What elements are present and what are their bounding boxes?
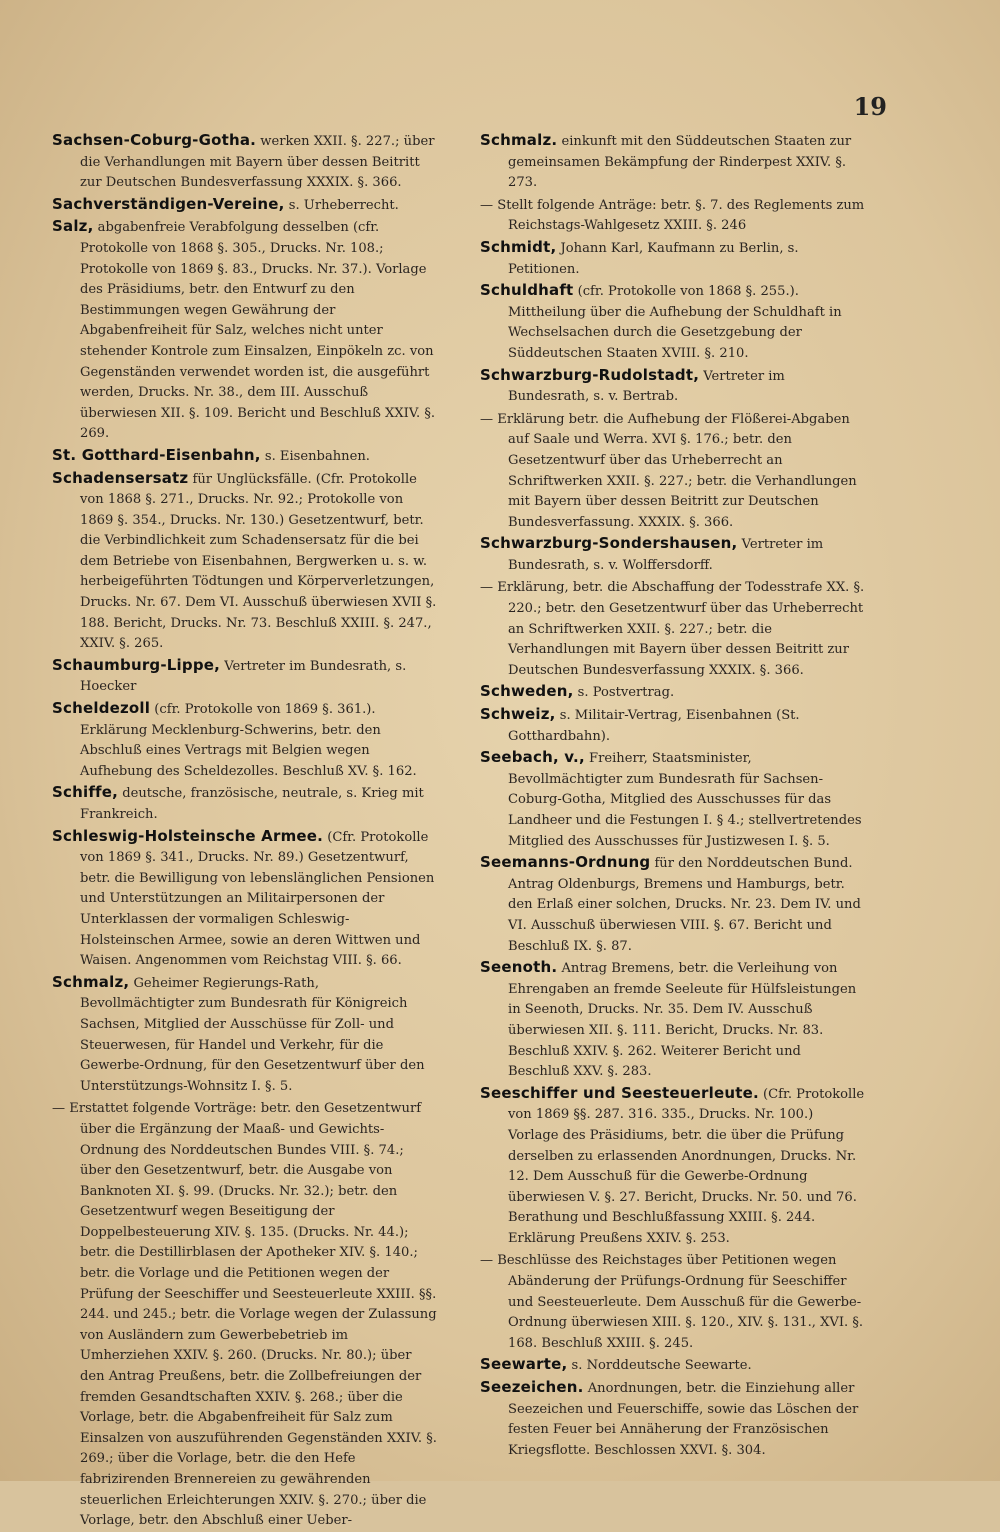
index-entry [52, 194, 437, 217]
entry-text: deutsche, französische, neutrale, s. Krieg mit Frankreich. [80, 786, 424, 822]
index-subentry [480, 408, 865, 534]
index-entry [480, 852, 865, 957]
index-subentry [480, 194, 865, 237]
entry-head: Seewarte, [480, 1355, 568, 1374]
entry-text: werken XXII. §. 227.; über die Verhandlungen mit Bayern über dessen Beitritt zur Deutschen Bundesverfassung XXXIX. §. 366. [80, 134, 435, 191]
index-entry [52, 216, 437, 445]
page-number: 19 [853, 92, 887, 121]
entry-head: Scheldezoll [52, 699, 151, 718]
entry-text: für Unglücksfälle. (Cfr. Protokolle von 1868 §. 271., Drucks. Nr. 92.; Protokolle von 1869 §. 354., Drucks. Nr. 130.) Gesetzentwurf, betr. die Verbindlichkeit zum Schadensersatz für die bei dem Betriebe von Eisenbahnen, Bergwerken u. s. w. herbeigeführten Tödtungen und Körperverletzungen, Drucks. Nr. 67. Dem VI. Ausschuß überwiesen XVII §. 188. Bericht, Drucks. Nr. 73. Beschluß XXIII. §. 247., XXIV. §. 265. [80, 471, 437, 652]
index-entry [52, 826, 437, 972]
entry-text: Anordnungen, betr. die Einziehung aller Seezeichen und Feuerschiffe, sowie das Löschen der festen Feuer bei Annäherung der Französischen Kriegsflotte. Beschlossen XXVI. §. 304. [508, 1381, 859, 1458]
entry-text: — Stellt folgende Anträge: betr. §. 7. des Reglements zum Reichstags-Wahlgesetz XXIII. §. 246 [480, 197, 865, 234]
entry-text: — Erklärung betr. die Aufhebung der Flößerei-Abgaben auf Saale und Werra. XVI §. 176.; betr. den Gesetzentwurf über das Urheberrecht an Schriftwerken XXII. §. 227.; betr. die Verhandlungen mit Bayern über dessen Beitritt zur Deutschen Bundesverfassung. XXXIX. §. 366. [480, 411, 857, 530]
index-entry [480, 1377, 865, 1461]
index-entry [52, 698, 437, 782]
index-entry [52, 130, 437, 194]
index-entry [480, 1083, 865, 1250]
index-entry [480, 681, 865, 704]
entry-text: abgabenfreie Verabfolgung desselben (cfr. Protokolle von 1868 §. 305., Drucks. Nr. 108.; Protokolle von 1869 §. 83., Drucks. Nr. 37.). Vorlage des Präsidiums, betr. den Entwurf zu den Bestimmungen wegen Gewährung der Abgabenfreiheit für Salz, welches nicht unter stehender Kontrole zum Einsalzen, Einpökeln zc. von Gegenständen verwendet worden ist, die ausgeführt werden, Drucks. Nr. 38., dem III. Ausschuß überwiesen XII. §. 109. Bericht und Beschluß XXIV. §. 269. [80, 220, 436, 442]
entry-head: Schwarzburg-Sondershausen, [480, 534, 738, 553]
index-subentry [480, 1249, 865, 1354]
left-column [52, 130, 437, 1532]
index-entry [480, 130, 865, 194]
index-entry [480, 365, 865, 408]
entry-text: Freiherr, Staatsminister, Bevollmächtigter zum Bundesrath für Sachsen-Coburg-Gotha, Mitglied des Ausschusses für das Landheer und die Festungen I. § 4.; stellvertretendes Mitglied des Ausschusses für Justizwesen I. §. 5. [508, 751, 862, 849]
entry-head: Seenoth. [480, 958, 558, 977]
entry-text: (cfr. Protokolle von 1868 §. 255.). Mittheilung über die Aufhebung der Schuldhaft in Wechselsachen durch die Gesetzgebung der Süddeutschen Staaten XVIII. §. 210. [508, 284, 842, 361]
entry-head: Seeschiffer und Seesteuerleute. [480, 1083, 759, 1102]
entry-head: Seemanns-Ordnung [480, 853, 651, 872]
entry-head: Schmalz. [480, 131, 558, 149]
index-entry [480, 957, 865, 1083]
entry-head: Sachsen-Coburg-Gotha. [52, 131, 257, 149]
index-entry [480, 237, 865, 280]
entry-text: Geheimer Regierungs-Rath, Bevollmächtigter zum Bundesrath für Königreich Sachsen, Mitglied der Ausschüsse für Zoll- und Steuerwesen, für Handel und Verkehr, für die Gewerbe-Ordnung, für den Gesetzentwurf über den Unterstützungs-Wohnsitz I. §. 5. [80, 975, 425, 1094]
entry-head: Salz, [52, 217, 94, 236]
entry-head: Schuldhaft [480, 281, 574, 300]
entry-head: Schwarzburg-Rudolstadt, [480, 365, 700, 384]
entry-text: s. Militair-Vertrag, Eisenbahnen (St. Gotthardbahn). [508, 708, 800, 744]
index-entry [480, 747, 865, 852]
entry-head: Seebach, v., [480, 748, 585, 767]
index-entry [480, 280, 865, 364]
entry-head: Schiffe, [52, 783, 119, 802]
entry-head: Schleswig-Holsteinsche Armee. [52, 826, 324, 845]
index-entry [480, 704, 865, 747]
entry-text: s. Norddeutsche Seewarte. [567, 1358, 752, 1374]
entry-text: Johann Karl, Kaufmann zu Berlin, s. Petitionen. [508, 240, 799, 277]
entry-head: Schweiz, [480, 705, 556, 724]
index-entry [480, 1354, 865, 1377]
entry-head: Schweden, [480, 682, 574, 701]
index-entry [480, 533, 865, 576]
index-entry [52, 445, 437, 468]
index-entry [52, 972, 437, 1098]
entry-text: s. Eisenbahnen. [260, 448, 370, 464]
entry-text: — Erklärung, betr. die Abschaffung der Todesstrafe XX. §. 220.; betr. den Gesetzentwurf über das Urheberrecht an Schriftwerken XXII. §. 227.; betr. die Verhandlungen mit Bayern über dessen Beitritt zur Deutschen Bundesverfassung XXXIX. §. 366. [480, 580, 865, 678]
entry-text: Antrag Bremens, betr. die Verleihung von Ehrengaben an fremde Seeleute für Hülfsleistungen in Seenoth, Drucks. Nr. 35. Dem IV. Ausschuß überwiesen XII. §. 111. Bericht, Drucks. Nr. 83. Beschluß XXIV. §. 262. Weiterer Bericht und Beschluß XXV. §. 283. [508, 961, 857, 1080]
entry-text: — Erstattet folgende Vorträge: betr. den Gesetzentwurf über die Ergänzung der Maaß- und Gewichts-Ordnung des Norddeutschen Bundes VIII. §. 74.; über den Gesetzentwurf, betr. die Ausgabe von Banknoten XI. §. 99. (Drucks. Nr. 32.); betr. den Gesetzentwurf wegen Beseitigung der Doppelbesteuerung XIV. §. 135. (Drucks. Nr. 44.); betr. die Destillirblasen der Apotheker XIV. §. 140.; betr. die Vorlage und die Petitionen wegen der Prüfung der Seeschiffer und Seesteuerleute XXIII. §§. 244. und 245.; betr. die Vorlage wegen der Zulassung von Ausländern zum Gewerbebetrieb im Umherziehen XXIV. §. 260. (Drucks. Nr. 80.); über den Antrag Preußens, betr. die Zollbefreiungen der fremden Gesandtschaften XXIV. §. 268.; über die Vorlage, betr. die Abgabenfreiheit für Salz zum Einsalzen von auszuführenden Gegenständen XXIV. §. 269.; über die Vorlage, betr. die den Hefe fabrizirenden Brennereien zu gewährenden steuerlichen Erleichterungen XXIV. §. 270.; über die Vorlage, betr. den Abschluß einer Ueber- [52, 1101, 437, 1529]
entry-text: Vertreter im Bundesrath, s. v. Wolffersdorff. [508, 537, 824, 573]
entry-head: Schaumburg-Lippe, [52, 655, 221, 674]
entry-text: — Beschlüsse des Reichstages über Petitionen wegen Abänderung der Prüfungs-Ordnung für Seeschiffer und Seesteuerleute. Dem Ausschuß für die Gewerbe-Ordnung überwiesen XIII. §. 120., XIV. §. 131., XVI. §. 168. Beschluß XXIII. §. 245. [480, 1253, 864, 1351]
entry-text: (cfr. Protokolle von 1869 §. 361.). Erklärung Mecklenburg-Schwerins, betr. den Abschluß eines Vertrags mit Belgien wegen Aufhebung des Scheldezolles. Beschluß XV. §. 162. [80, 702, 417, 779]
entry-head: St. Gotthard-Eisenbahn, [52, 445, 261, 464]
entry-text: Vertreter im Bundesrath, s. Hoecker [80, 658, 407, 695]
index-entry [52, 655, 437, 698]
entry-text: s. Urheberrecht. [284, 197, 399, 213]
index-entry [52, 782, 437, 825]
entry-text: (Cfr. Protokolle von 1869 §. 341., Drucks. Nr. 89.) Gesetzentwurf, betr. die Bewilligung von lebenslänglichen Pensionen und Unterstützungen an Militairpersonen der Unterklassen der vormaligen Schleswig-Holsteinschen Armee, sowie an deren Wittwen und Waisen. Angenommen vom Reichstag VIII. §. 66. [80, 829, 435, 969]
entry-head: Seezeichen. [480, 1378, 584, 1397]
entry-head: Schmidt, [480, 237, 557, 256]
entry-text: für den Norddeutschen Bund. Antrag Oldenburgs, Bremens und Hamburgs, betr. den Erlaß einer solchen, Drucks. Nr. 23. Dem IV. und VI. Ausschuß überwiesen VIII. §. 67. Bericht und Beschluß IX. §. 87. [508, 856, 861, 954]
index-subentry [52, 1097, 437, 1531]
entry-text: Vertreter im Bundesrath, s. v. Bertrab. [508, 368, 785, 405]
entry-head: Schmalz, [52, 972, 130, 991]
index-entry [52, 468, 437, 655]
entry-text: einkunft mit den Süddeutschen Staaten zur gemeinsamen Bekämpfung der Rinderpest XXIV. §. 273. [508, 134, 852, 191]
entry-head: Schadensersatz [52, 468, 189, 487]
entry-text: (Cfr. Protokolle von 1869 §§. 287. 316. 335., Drucks. Nr. 100.) Vorlage des Präsidiums, betr. die über die Prüfung derselben zu erlassenden Anordnungen, Drucks. Nr. 12. Dem Ausschuß für die Gewerbe-Ordnung überwiesen V. §. 27. Bericht, Drucks. Nr. 50. und 76. Berathung und Beschlußfassung XXIII. §. 244. Erklärung Preußens XXIV. §. 253. [508, 1086, 865, 1246]
entry-head: Sachverständigen-Vereine, [52, 194, 285, 213]
index-subentry [480, 576, 865, 681]
right-column [480, 130, 865, 1461]
entry-text: s. Postvertrag. [573, 685, 675, 701]
